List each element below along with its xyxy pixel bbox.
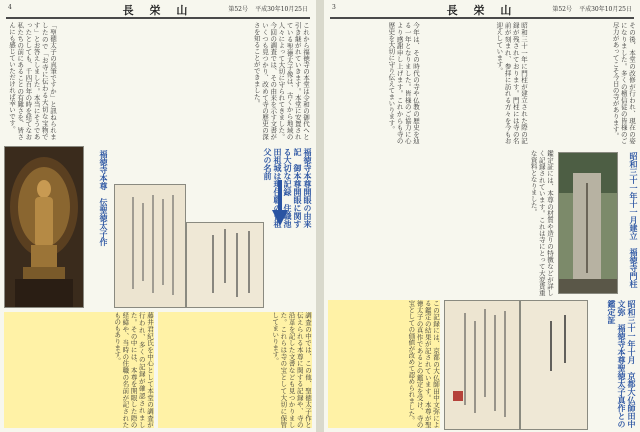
- issue-date: 平成30年10月25日: [579, 6, 632, 13]
- text-column-bottom-left: この記録には、京都の大仏師田中文弥による鑑定の結果が記されています。本尊が聖徳太子の真作であるとの鑑定を受け、寺の宝としての価値が改めて認められました。: [328, 300, 440, 428]
- statue-photo: [4, 146, 84, 308]
- caption-appraisal: 昭和三十一年十月 京都大仏師田中文弥 福徳寺本尊聖徳太子真作との鑑定証: [607, 300, 636, 428]
- handwritten-document-image: [115, 185, 185, 307]
- right-page-header: [330, 3, 634, 19]
- document-photo-1: [114, 184, 186, 308]
- left-page: [0, 0, 316, 432]
- page-number: 3: [332, 4, 336, 11]
- appraisal-certificate-image: [445, 301, 519, 429]
- page-gutter: [316, 0, 324, 432]
- text-column-top-mid: 昭和三十一年に門柱が建立された際の記録が残されております。門柱には寺の名前が刻まれ、参拝に訪れる方々を今もお迎えしています。: [495, 22, 528, 144]
- caption-statue: 福徳寺本尊 伝聖徳太子作: [99, 150, 108, 246]
- shotoku-statue-image: [5, 147, 83, 307]
- issue-number: 第52号: [552, 6, 572, 13]
- newsletter-title: 長 栄 山: [122, 4, 194, 17]
- gate-pillar-photo: [558, 152, 618, 294]
- issue-number: 第52号: [228, 6, 248, 13]
- text-column-bottom-left: 藤井君紀氏を中心として本堂の調査が行われ、多くの記録が確認されました。その中には、本尊を開眼した際の経緯や、当時の住職の名前が記されたものもあります。: [4, 312, 154, 428]
- text-column-top-left: 今年は、その時代の寺や仏教の歴史を辿る一年となりました。皆様のご協力に心より感謝申し上げます。これからも寺の歴史を大切に守り伝えてまいります。: [387, 22, 420, 144]
- text-column-middle: 鑑定証には、本尊の材質や造りの特徴などが詳しく記録されています。これは寺にとって大変貴重な資料となりました。: [529, 150, 554, 296]
- newsletter-title: 長 栄 山: [446, 4, 518, 17]
- appraisal-photo-1: [444, 300, 520, 430]
- stone-gate-pillar-image: [559, 153, 617, 293]
- issue-date: 平成30年10月25日: [255, 6, 308, 13]
- text-column-top-right: その後、本堂の改修が行われ、現在の姿になりました。多くの檀信徒の皆様のご尽力があってこそ今日の寺があります。: [611, 22, 636, 144]
- appraisal-photo-2: [520, 300, 588, 430]
- certificate-cover-image: [521, 301, 587, 429]
- left-page-header: [6, 3, 310, 19]
- right-page: [324, 0, 640, 432]
- document-photo-2: [186, 222, 264, 308]
- text-column-top-right: これから福徳寺の本堂は令和の御代へと引き継がれていきます。本堂に安置されている聖徳太子像は、古くから地域の人々によって大切に守られてきました。今回の調査では、その由来を示す文書がいくつも見つかり、改めて寺の歴史の深さを知ることができました。: [252, 22, 310, 140]
- page-number: 4: [8, 4, 12, 11]
- caption-gate-pillar: 昭和三十一年十一月建立 福徳寺門柱: [629, 152, 638, 288]
- text-column-bottom-right: 調査の中では、この他、聖徳太子作と伝えられる本尊に関する記録や、寺の沿革を記した文書なども見つかりました。これらは寺の宝として大切に保管してまいります。: [158, 312, 312, 428]
- text-column-top-left: 「聖徳太子の真筆ですか」と訊ねられましたので「お寺に伝わる大切な宝物です」とお答えしました。本当にそうであったとしても、千四百年の時を経てなお私たちの前にあることの有難さを、皆さんにも感じていただければ幸いです。: [7, 22, 57, 140]
- caption-document: 福徳寺本尊開眼の由来記 御本尊開眼に関する大切な記録 住職池田祖城は現住職の曾祖父の名前: [263, 148, 312, 228]
- temple-name-calligraphy-image: [187, 223, 263, 307]
